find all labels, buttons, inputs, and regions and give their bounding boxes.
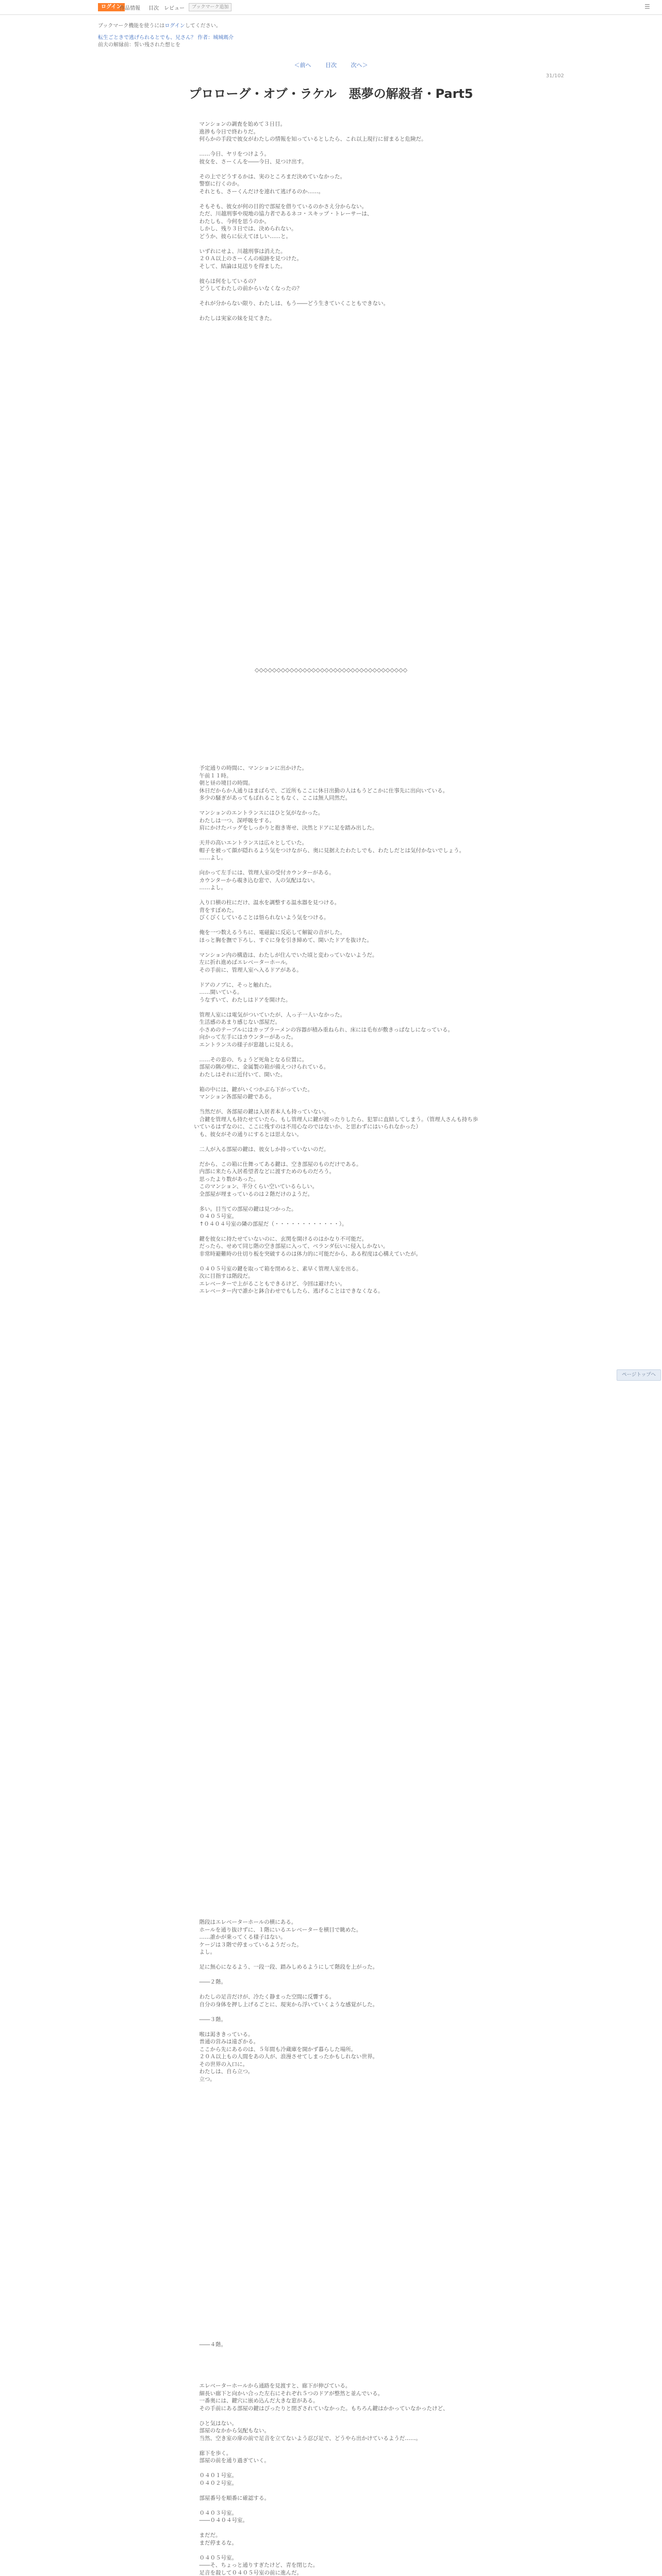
body-paragraph-line: 部屋の前を通り過ぎていく。 [194, 2458, 270, 2464]
body-paragraph-line: ０４０３号室。 [194, 2510, 237, 2516]
body-paragraph-line [194, 2547, 483, 2554]
body-paragraph-line: その手前にある部屋の鍵はぴったりと閉ざされていなかった。もちろん鍵はかかっていなかったけど、 [194, 2405, 449, 2412]
bookmark-add-button[interactable]: ブックマーク追加 [189, 3, 231, 11]
body-paragraph-line: エレベーターで上がることもできるけど、今回は避けたい。 [194, 1280, 345, 1287]
body-paragraph-line: 二人が入る部屋の鍵は、彼女しか持っていないのだ。 [194, 1146, 329, 1153]
body-paragraph-line: 朝と昼の境目の時間。 [194, 780, 254, 786]
body-paragraph-line [194, 944, 483, 952]
body-paragraph-line: 肩にかけたバッグをしっかりと抱き寄せ、決然とドアに足を踏み出した。 [194, 825, 378, 831]
body-paragraph-line: 部屋のなかから気配もない。 [194, 2428, 270, 2434]
body-paragraph-line: エレベーターホールから通路を見渡すと、廊下が伸びている。 [194, 2383, 351, 2389]
body-paragraph-line [194, 1198, 483, 1206]
nav-item-work-info[interactable]: 作品情報 [120, 6, 140, 11]
body-paragraph-line: 予定通りの時間に、マンションに出かけた。 [194, 765, 308, 771]
body-paragraph-line: 階段はエレベーターホールの横にある。 [194, 1919, 297, 1925]
body-paragraph-line: ……その窓の、ちょうど死角となる位置に。 [194, 1056, 308, 1063]
body-paragraph-line: マンションのエントランスにはひと気がなかった。 [194, 810, 324, 816]
body-paragraph-line: 自分の身体を押し上げるごとに、現実から浮いていくような感覚がした。 [194, 2001, 378, 2008]
body-paragraph-line: 普通の営みは遠ざかる。 [194, 2039, 259, 2045]
body-paragraph-line [194, 1004, 483, 1011]
body-paragraph-line: 部屋の隅の壁に、金属製の箱が備えつけられている。 [194, 1064, 329, 1070]
separator-line: ◇◇◇◇◇◇◇◇◇◇◇◇◇◇◇◇◇◇◇◇◇◇◇◇◇◇◇◇◇◇◇◇◇◇◇ [254, 667, 408, 673]
body-paragraph-line: ……開いている。 [194, 989, 243, 995]
body-paragraph-line [194, 143, 483, 151]
body-paragraph-line [194, 2008, 483, 2016]
body-paragraph-line: どうしてわたしの前からいなくなったの？ [194, 285, 302, 292]
body-paragraph-line: ↑０４０４号室の隣の部屋だ（・・・・・・・・・・・・）。 [194, 1221, 347, 1227]
body-paragraph-line: ドアのノブに、そっと触れた。 [194, 981, 275, 988]
chapter-number: 31/102 [545, 73, 564, 79]
body-paragraph-line: ――０４０４号室。 [194, 2517, 248, 2523]
body-paragraph-line: 当然だが、各部屋の鍵は入居者本人も持っていない。 [194, 1109, 329, 1115]
body-paragraph-line: 当然、空き室の扉の前で足音を立てないよう忍び足で、どうやら出かけているようだ……。 [194, 2435, 421, 2442]
body-paragraph-line: そもそも、彼女が何の目的で部屋を借りているのかさえ分からない。 [194, 203, 367, 210]
body-paragraph-line [194, 165, 483, 173]
body-paragraph-line: 部屋番号を順番に確認する。 [194, 2495, 270, 2501]
body-paragraph-line [194, 1258, 483, 1265]
body-paragraph-line [194, 832, 483, 840]
body-paragraph-line: ホールを通り抜けずに、１階にいるエレベーターを横目で眺めた。 [194, 1926, 362, 1933]
body-paragraph-line: このマンション、半分くらい空いているらしい。 [194, 1183, 318, 1190]
body-paragraph-line: ただ、川越刑事や現地の協力者であるネコ・スキップ・トレーサーは、 [194, 211, 373, 217]
body-paragraph-line: 警察に行くのか。 [194, 181, 243, 187]
body-paragraph-line [194, 2442, 483, 2450]
chapter-body [194, 121, 483, 2576]
body-paragraph-line: 休日だからか人通りはまばらで、ご近所もここに休日出勤の人はもうどこかに仕事先に出向いている。 [194, 787, 449, 794]
body-paragraph-line: エレベーター内で誰かと鉢合わせでもしたら、逃げることはできなくなる。 [194, 1288, 384, 1294]
body-paragraph-line: その手前に、管理人室へ入るドアがある。 [194, 967, 302, 973]
body-paragraph-line: ０４０１号室。 [194, 2472, 237, 2479]
body-paragraph-line: ケージは３階で停まっているようだった。 [194, 1941, 302, 1948]
body-paragraph-line: 彼女を、さーくんを――今日、見つけ出す。 [194, 158, 307, 165]
body-paragraph-line [194, 1138, 483, 1146]
body-paragraph-line: ２０Ａ以上もの人間をあの人が、浪漫させてしまったかもしれない世界。 [194, 2054, 378, 2060]
body-paragraph-line: よし。 [194, 1949, 216, 1955]
body-paragraph-line: それとも、さーくんだけを連れて逃げるのか……。 [194, 188, 324, 195]
body-paragraph-line: 俺を一つ数えるうちに、電磁錠に反応して解錠の音がした。 [194, 929, 345, 936]
body-paragraph-line [194, 2524, 483, 2532]
nav-item-toc[interactable]: 目次 [148, 6, 159, 11]
body-paragraph-line: 生活感のあまり感じない部屋だ。 [194, 1019, 280, 1025]
body-paragraph-line: わたしは、自ら立つ。 [194, 2069, 254, 2075]
prev-link[interactable]: ＜前へ [294, 62, 311, 69]
body-paragraph-line: マンション各部屋の鍵である。 [194, 1094, 275, 1100]
body-paragraph-line: 向かって左手には、管理人室の受付カウンターがある。 [194, 870, 335, 876]
body-paragraph-line: マンション内の構造は、わたしが住んでいた頃と変わっていないようだ。 [194, 952, 378, 958]
body-paragraph-line: わたしも、今何を思うのか。 [194, 218, 270, 225]
body-paragraph-line: 思ったより数があった。 [194, 1176, 259, 1182]
section-2 [194, 765, 483, 1295]
body-paragraph-line: 喉は渇ききっている。 [194, 2031, 254, 2038]
body-paragraph-line [194, 2465, 483, 2472]
next-link[interactable]: 次へ＞ [351, 62, 368, 69]
body-paragraph-line: その上でどうするかは、実のところまだ決めていなかった。 [194, 173, 345, 180]
body-paragraph-line: ０４０５号室。 [194, 1213, 237, 1219]
body-paragraph-line: ここから先にあるのは、５年間も冷蔵庫を開かず暮らした場所。 [194, 2046, 356, 2053]
body-paragraph-line: ほっと胸を撫で下ろし、すぐに身を引き締めて、開いたドアを抜けた。 [194, 937, 372, 943]
body-paragraph-line: 鍵を彼女に持たせていないのに、玄関を開けるのはかなり不可能だ。 [194, 1235, 367, 1242]
body-paragraph-line: ――３階。 [194, 2016, 226, 2023]
body-paragraph-line: 合鍵を管理人も持たせていたら、もし管理人に鍵が渡ったりしたら、犯罪に直結してしまう。（管理人さんも持ち歩いているはずなのに、ここに残すのは不用心なのではないか、と思わずにはいられなかった） [194, 1116, 478, 1130]
menu-icon[interactable]: ☰ [644, 3, 650, 10]
body-paragraph-line: 背をすぼめた。 [194, 907, 237, 913]
notice-text: ブックマーク機能を使うには [98, 23, 165, 29]
body-paragraph-line: わたしはそれに近付いて、開いた。 [194, 1071, 286, 1078]
body-paragraph-line [194, 974, 483, 981]
body-paragraph-line: わたしは実家の妹を見てきた。 [194, 315, 275, 321]
body-paragraph-line: その世界の入口に。 [194, 2061, 248, 2067]
body-paragraph-line: 小さめのテーブルにはカップラーメンの容器が積み重ねられ、床には毛布が敷きっぱなしになっている。 [194, 1026, 454, 1033]
body-paragraph-line: ０４０５号室。 [194, 2554, 237, 2561]
notice-login-link[interactable]: ログイン [164, 23, 185, 29]
body-paragraph-line: 多少の騒ぎがあってもばれることもなく、ここは無人同然だ。 [194, 795, 351, 801]
body-paragraph-line [194, 240, 483, 248]
body-paragraph-line [194, 862, 483, 870]
body-paragraph-line: 進捗も今日で終わりだ。 [194, 128, 259, 135]
body-paragraph-line [194, 2412, 483, 2420]
body-paragraph-line: 全部屋が埋まっているのは２階だけのようだ。 [194, 1191, 313, 1197]
body-paragraph-line: 細長い廊下と向かい合った左右にそれぞれ５つのドアが整然と並んでいる。 [194, 2390, 384, 2397]
top-nav-bar [0, 0, 662, 15]
series-title-link[interactable]: 転生ごときで逃げられるとでも、兄さん？ 作者：城城瑪介 [98, 35, 234, 41]
body-paragraph-line: わたしは一つ、深呼吸をする。 [194, 817, 275, 824]
body-paragraph-line [194, 892, 483, 900]
body-paragraph-line: 立つ。 [194, 2076, 216, 2082]
body-paragraph-line: うなずいて、わたしはドアを開けた。 [194, 996, 291, 1003]
body-paragraph-line: ０４０２号室。 [194, 2480, 237, 2486]
body-paragraph-line: だったら、せめて同じ階の空き部屋に入って、ベランダ伝いに侵入しかない。 [194, 1243, 389, 1249]
body-paragraph-line: ひと気はない。 [194, 2420, 237, 2427]
body-paragraph-line: 帽子を被って顔が隠れるよう気をつけながら、奥に見据えたわたしでも、わたしだとは気付かないでしょう。 [194, 847, 465, 854]
body-paragraph-line: カウンターから覗き込む窓で、人の気配はない。 [194, 877, 318, 884]
section-4-heading: ――４階。 [194, 2342, 226, 2348]
body-paragraph-line: ――そ、ちょっと通りすぎたけど、青を閉じた。 [194, 2562, 319, 2568]
body-paragraph-line: 多い。目当ての部屋の鍵は見つかった。 [194, 1206, 297, 1212]
body-paragraph-line: 次に目指すは階段だ。 [194, 1273, 254, 1279]
body-paragraph-line: も、彼女がその通りにするとは思えない。 [194, 1131, 302, 1138]
page-top-button[interactable]: ページトップへ [617, 1369, 661, 1381]
body-paragraph-line [194, 2023, 483, 2031]
body-paragraph-line: 一番奥には、鍵穴に嵌め込んだ大きな窓がある。 [194, 2398, 319, 2404]
chapter-pager-top [98, 61, 564, 69]
body-paragraph-line [194, 195, 483, 203]
body-paragraph-line: 非常時避難時の仕切り板を突破するのは体力的に可能だから、ある程度は心構えていたが。 [194, 1250, 421, 1257]
body-paragraph-line [194, 922, 483, 929]
series-subtitle: 前夫の解縁前：誓い残された想ヒを [98, 42, 180, 48]
body-paragraph-line: 向かって左手にはカウンターがあった。 [194, 1034, 296, 1040]
body-paragraph-line [194, 1048, 483, 1056]
body-paragraph-line [194, 1078, 483, 1086]
body-paragraph-line: びくびくしていることは悟られないよう気をつける。 [194, 914, 329, 921]
body-paragraph-line: 足に無心になるよう、一段一段、踏みしめるようにして階段を上がった。 [194, 1964, 378, 1970]
body-paragraph-line [194, 1956, 483, 1964]
body-paragraph-line: 箱の中には、鍵がいくつかぶら下がっていた。 [194, 1086, 313, 1093]
body-paragraph-line [194, 1153, 483, 1161]
body-paragraph-line [194, 1228, 483, 1235]
body-paragraph-line [194, 2487, 483, 2495]
nav-item-review[interactable]: レビュー [164, 6, 185, 11]
body-paragraph-line: 足音を殺して０４０５号室の前に進んだ。 [194, 2569, 302, 2576]
notice-text-end: してください。 [185, 23, 221, 29]
body-paragraph-line [194, 1971, 483, 1979]
login-button[interactable]: ログイン [98, 3, 125, 11]
body-paragraph-line: ……誰かが乗ってくる様子はない。 [194, 1934, 286, 1940]
body-paragraph-line: まだ停まるな。 [194, 2539, 237, 2546]
body-paragraph-line [194, 802, 483, 810]
body-paragraph-line: それが分からない限り、わたしは、もう――どう生きていくこともできない。 [194, 300, 389, 307]
body-paragraph-line: ……よし。 [194, 885, 226, 891]
section-1 [194, 121, 483, 323]
body-paragraph-line [194, 308, 483, 315]
body-paragraph-line: ――２階。 [194, 1979, 226, 1985]
body-paragraph-line: 内部に来たら入居希望者などに渡すためのものだろう。 [194, 1168, 335, 1175]
body-paragraph-line: ０４０５号室の鍵を取って箱を閉めると、素早く管理人室を出る。 [194, 1265, 362, 1272]
body-paragraph-line: ……よし。 [194, 855, 226, 861]
body-paragraph-line: エントランスの様子が窓越しに見える。 [194, 1041, 297, 1048]
body-paragraph-line: ……今日、ヤリをつけよう。 [194, 151, 270, 157]
section-4 [194, 2382, 483, 2576]
body-paragraph-line [194, 1986, 483, 1994]
body-paragraph-line: わたしの足音だけが、冷たく静まった空間に反響する。 [194, 1994, 335, 2000]
section-3 [194, 1919, 483, 2083]
body-paragraph-line: 廊下を歩く。 [194, 2450, 232, 2456]
body-paragraph-line: ２０Ａ以上のさーくんの痕跡を見つけた。 [194, 256, 302, 262]
body-paragraph-line: まだだ。 [194, 2532, 221, 2538]
body-paragraph-line: どうか、彼らに伝えてほしい……と。 [194, 233, 291, 240]
body-paragraph-line: マンションの調査を始めて３日目。 [194, 121, 286, 127]
body-paragraph-line: 何らかの手段で彼女がわたしの情報を知っているとしたら、これ以上現行に留まると危険だ。 [194, 136, 427, 142]
body-paragraph-line: 左に折れ進めばエレベーターホール。 [194, 959, 291, 965]
body-paragraph-line: 管理人室には電気がついていたが、人っ子一人いなかった。 [194, 1011, 345, 1018]
body-paragraph-line [194, 293, 483, 300]
login-notice [98, 23, 221, 30]
body-paragraph-line: だから、この箱に仕舞ってある鍵は、空き部屋のものだけである。 [194, 1161, 362, 1167]
body-paragraph-line [194, 2502, 483, 2510]
body-paragraph-line: 彼らは何をしているの？ [194, 278, 259, 284]
chapter-title: プロローグ・オブ・ラケル 悪夢の解殺者・Part5 [189, 87, 473, 101]
body-paragraph-line: 天井の高いエントランスは広々としていた。 [194, 840, 308, 846]
toc-link[interactable]: 目次 [325, 62, 337, 69]
body-paragraph-line [194, 270, 483, 278]
body-paragraph-line: 入り口横の柱にだけ、温水を調整する温水器を見つける。 [194, 900, 340, 906]
body-paragraph-line: いずれにせよ、川越刑事は消えた。 [194, 248, 286, 255]
body-paragraph-line: そして、結論は見送りを得ました。 [194, 263, 286, 269]
body-paragraph-line [194, 1101, 483, 1109]
body-paragraph-line: しかし、残り３日では、決められない。 [194, 226, 297, 232]
body-paragraph-line: 午前１１時。 [194, 772, 232, 779]
